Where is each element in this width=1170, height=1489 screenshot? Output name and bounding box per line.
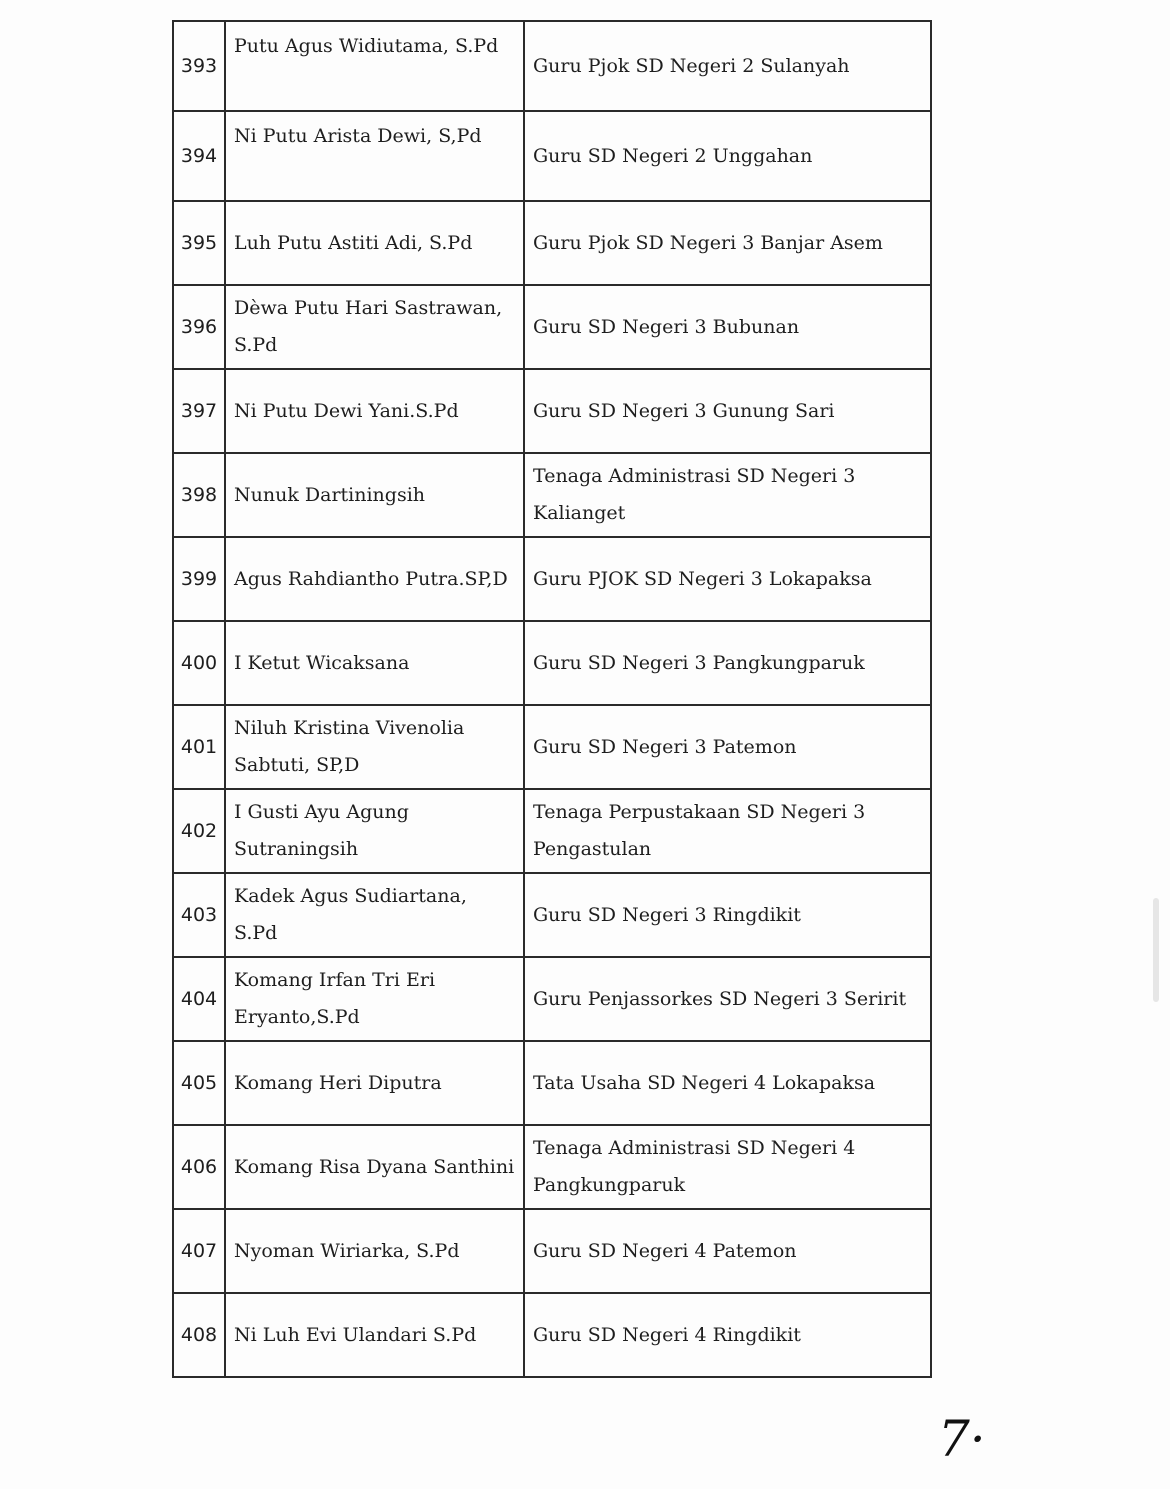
staff-position: Tenaga Administrasi SD Negeri 4 Pangkungparuk <box>524 1125 931 1209</box>
staff-position: Guru SD Negeri 4 Ringdikit <box>524 1293 931 1377</box>
table-row <box>173 21 931 111</box>
row-number: 406 <box>173 1125 225 1209</box>
staff-name: Agus Rahdiantho Putra.SP,D <box>225 537 524 621</box>
row-number: 398 <box>173 453 225 537</box>
staff-position: Guru SD Negeri 4 Patemon <box>524 1209 931 1293</box>
staff-name: Luh Putu Astiti Adi, S.Pd <box>225 201 524 285</box>
staff-name: Kadek Agus Sudiartana, S.Pd <box>225 873 524 957</box>
table-row <box>173 705 931 789</box>
staff-position: Guru Pjok SD Negeri 2 Sulanyah <box>524 21 931 111</box>
table-row <box>173 1293 931 1377</box>
table-row <box>173 957 931 1041</box>
table-row <box>173 537 931 621</box>
staff-position: Guru SD Negeri 3 Pangkungparuk <box>524 621 931 705</box>
staff-name: Komang Irfan Tri Eri Eryanto,S.Pd <box>225 957 524 1041</box>
table-row <box>173 369 931 453</box>
staff-position: Guru SD Negeri 3 Ringdikit <box>524 873 931 957</box>
staff-name: Niluh Kristina Vivenolia Sabtuti, SP,D <box>225 705 524 789</box>
row-number: 394 <box>173 111 225 201</box>
row-number: 393 <box>173 21 225 111</box>
row-number: 408 <box>173 1293 225 1377</box>
staff-position: Guru SD Negeri 3 Gunung Sari <box>524 369 931 453</box>
row-number: 405 <box>173 1041 225 1125</box>
staff-position: Guru SD Negeri 2 Unggahan <box>524 111 931 201</box>
page-number: 7· <box>938 1410 986 1468</box>
row-number: 400 <box>173 621 225 705</box>
row-number: 402 <box>173 789 225 873</box>
staff-name: Putu Agus Widiutama, S.Pd <box>225 21 524 111</box>
table-row <box>173 1209 931 1293</box>
table-row <box>173 453 931 537</box>
row-number: 397 <box>173 369 225 453</box>
row-number: 403 <box>173 873 225 957</box>
staff-name: Nyoman Wiriarka, S.Pd <box>225 1209 524 1293</box>
staff-name: Ni Putu Dewi Yani.S.Pd <box>225 369 524 453</box>
staff-position: Guru SD Negeri 3 Patemon <box>524 705 931 789</box>
staff-name: Nunuk Dartiningsih <box>225 453 524 537</box>
staff-position: Guru SD Negeri 3 Bubunan <box>524 285 931 369</box>
staff-name: Ni Putu Arista Dewi, S,Pd <box>225 111 524 201</box>
staff-position: Guru Penjassorkes SD Negeri 3 Seririt <box>524 957 931 1041</box>
staff-name: Komang Heri Diputra <box>225 1041 524 1125</box>
table-row <box>173 1125 931 1209</box>
row-number: 395 <box>173 201 225 285</box>
staff-position: Tenaga Administrasi SD Negeri 3 Kalianget <box>524 453 931 537</box>
staff-table <box>172 20 932 1378</box>
table-row <box>173 621 931 705</box>
staff-name: I Ketut Wicaksana <box>225 621 524 705</box>
table-row <box>173 789 931 873</box>
table-row <box>173 285 931 369</box>
staff-position: Guru PJOK SD Negeri 3 Lokapaksa <box>524 537 931 621</box>
staff-name: I Gusti Ayu Agung Sutraningsih <box>225 789 524 873</box>
row-number: 404 <box>173 957 225 1041</box>
table-row <box>173 1041 931 1125</box>
row-number: 396 <box>173 285 225 369</box>
staff-name: Komang Risa Dyana Santhini <box>225 1125 524 1209</box>
table-row <box>173 201 931 285</box>
row-number: 407 <box>173 1209 225 1293</box>
staff-position: Tenaga Perpustakaan SD Negeri 3 Pengastulan <box>524 789 931 873</box>
staff-name: Dèwa Putu Hari Sastrawan, S.Pd <box>225 285 524 369</box>
table-row <box>173 873 931 957</box>
staff-position: Guru Pjok SD Negeri 3 Banjar Asem <box>524 201 931 285</box>
staff-name: Ni Luh Evi Ulandari S.Pd <box>225 1293 524 1377</box>
staff-position: Tata Usaha SD Negeri 4 Lokapaksa <box>524 1041 931 1125</box>
scan-edge-mark <box>1153 898 1159 1002</box>
row-number: 401 <box>173 705 225 789</box>
table-row <box>173 111 931 201</box>
row-number: 399 <box>173 537 225 621</box>
